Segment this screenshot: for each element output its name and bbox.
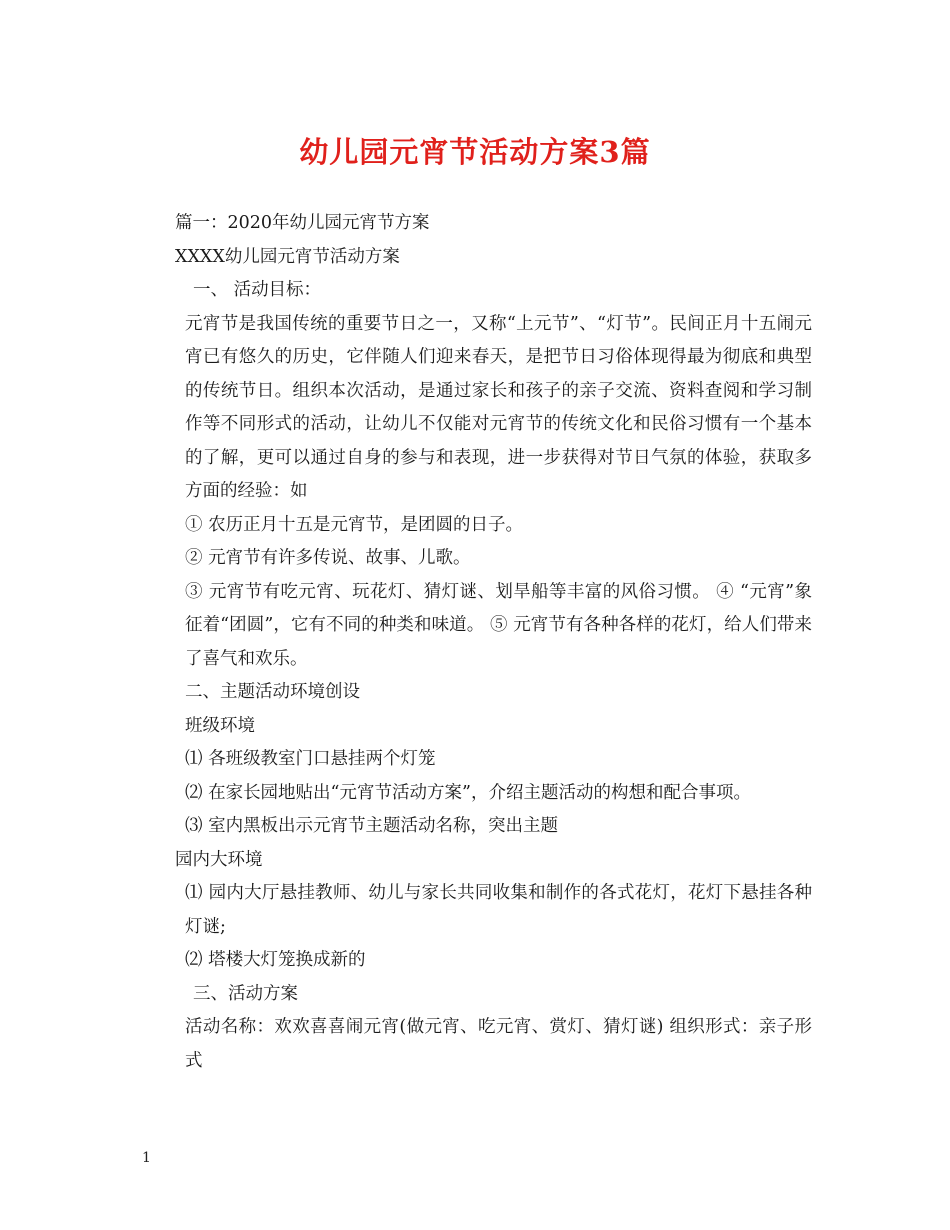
list-item: ⑴ 园内大厅悬挂教师、幼儿与家长共同收集和制作的各式花灯，花灯下悬挂各种灯谜;	[185, 883, 812, 937]
list-item: ⑵ 在家长园地贴出“元宵节活动方案”，介绍主题活动的构想和配合事项。	[185, 782, 751, 803]
list-item: ① 农历正月十五是元宵节，是团圆的日子。	[185, 514, 524, 535]
document-body	[140, 207, 812, 1078]
plan-title: XXXX幼儿园元宵节活动方案	[175, 246, 400, 267]
list-item: ⑴ 各班级教室门口悬挂两个灯笼	[185, 749, 436, 769]
subsection-heading: 班级环境	[185, 715, 255, 736]
section-heading: 三、活动方案	[193, 983, 298, 1004]
section-heading: 篇一：2020年幼儿园元宵节方案	[175, 213, 430, 233]
list-item: ⑵ 塔楼大灯笼换成新的	[185, 950, 366, 970]
document-title: 幼儿园元宵节活动方案3篇	[299, 135, 651, 169]
paragraph: 元宵节是我国传统的重要节日之一，又称“上元节”、“灯节”。民间正月十五闹元宵已有悠久的历史，它伴随人们迎来春天，是把节日习俗体现得最为彻底和典型的传统节日。组织本次活动，是通过家长和孩子的亲子交流、资料查阅和学习制作等不同形式的活动，让幼儿不仅能对元宵节的传统文化和民俗习惯有一个基本的了解，更可以通过自身的参与和表现，进一步获得对节日气氛的体验，获取多方面的经验：如	[185, 313, 812, 501]
section-heading: 一、 活动目标：	[193, 280, 322, 300]
page-number: 1	[142, 1150, 151, 1166]
subsection-heading: 园内大环境	[175, 849, 263, 870]
list-item: ⑶ 室内黑板出示元宵节主题活动名称，突出主题	[185, 816, 559, 836]
section-heading: 二、主题活动环境创设	[185, 682, 360, 702]
paragraph: ③ 元宵节有吃元宵、玩花灯、猜灯谜、划旱船等丰富的风俗习惯。 ④ “元宵”象征着“团圆”，它有不同的种类和味道。 ⑤ 元宵节有各种各样的花灯，给人们带来了喜气和欢乐。	[185, 581, 812, 669]
list-item: ② 元宵节有许多传说、故事、儿歌。	[185, 548, 471, 568]
paragraph: 活动名称：欢欢喜喜闹元宵(做元宵、吃元宵、赏灯、猜灯谜) 组织形式：亲子形式	[185, 1017, 812, 1071]
